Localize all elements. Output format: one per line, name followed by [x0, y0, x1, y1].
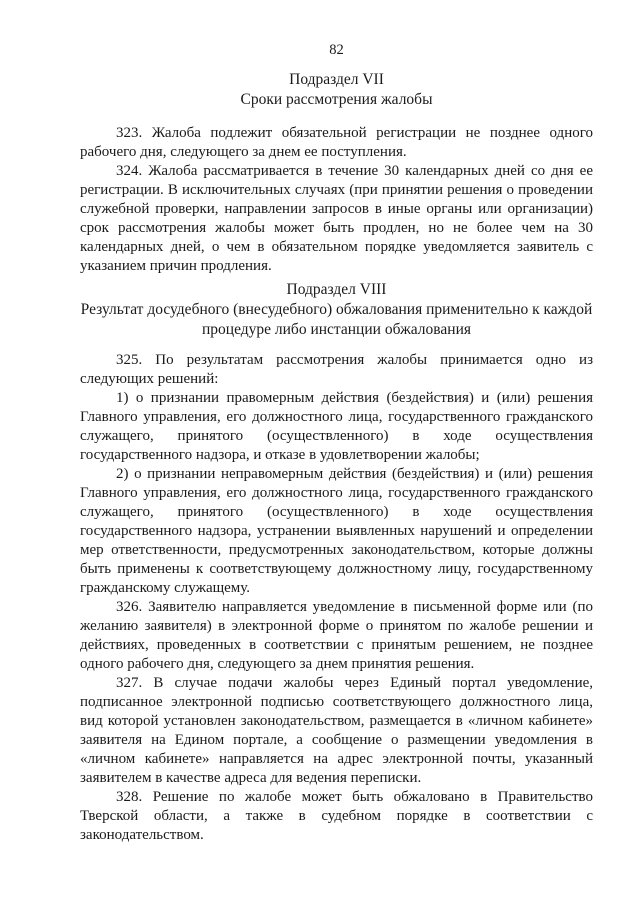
- paragraph-325-item-1: 1) о признании правомерным действия (бездействия) и (или) решения Главного управления, его должностного лица, государственного гражданского служащего, принятого (осуществленного) в ходе осуществления государственного надзора, и отказе в удовлетворении жалобы;: [80, 390, 593, 463]
- paragraph-323: 323. Жалоба подлежит обязательной регистрации не позднее одного рабочего дня, следующего за днем ее поступления.: [80, 125, 593, 160]
- paragraph-325: 325. По результатам рассмотрения жалобы принимается одно из следующих решений:: [80, 352, 593, 387]
- section-viii-title: Подраздел VIII: [286, 281, 387, 298]
- page-number: 82: [329, 42, 344, 58]
- document-page: [80, 0, 593, 905]
- section-viii-heading: [80, 280, 593, 340]
- paragraph-325-item-2: 2) о признании неправомерным действия (бездействия) и (или) решения Главного управления, его должностного лица, государственного гражданского служащего, принятого (осуществленного) в ходе осуществления государственного надзора, устранении выявленных нарушений и определении мер ответственности, предусмотренных законодательством, которые должны быть применены к соответствующему должностному лицу, государственному гражданскому служащему.: [80, 466, 593, 596]
- section-vii-title: Подраздел VII: [289, 71, 384, 88]
- section-vii-body: [80, 124, 593, 276]
- paragraph-326: 326. Заявителю направляется уведомление в письменной форме или (по желанию заявителя) в электронной форме о принятом по жалобе решении и действиях, проведенных в соответствии с принятым решением, не позднее одного рабочего дня, следующего за днем принятия решения.: [80, 599, 593, 672]
- paragraph-324: 324. Жалоба рассматривается в течение 30 календарных дней со дня ее регистрации. В исключительных случаях (при принятии решения о проведении служебной проверки, направлении запросов в иные органы или организации) срок рассмотрения жалобы может быть продлен, но не более чем на 30 календарных дней, о чем в обязательном порядке уведомляется заявитель с указанием причин продления.: [80, 163, 593, 274]
- paragraph-328: 328. Решение по жалобе может быть обжаловано в Правительство Тверской области, а также в судебном порядке в соответствии с законодательством.: [80, 789, 593, 843]
- paragraph-327: 327. В случае подачи жалобы через Единый портал уведомление, подписанное электронной подписью соответствующего должностного лица, вид которой установлен законодательством, размещается в «личном кабинете» заявителя на Едином портале, а сообщение о размещении уведомления в «личном кабинете» направляется на адрес электронной почты, указанный заявителем в качестве адреса для ведения переписки.: [80, 675, 593, 786]
- section-viii-subtitle-line2: процедуре либо инстанции обжалования: [202, 321, 471, 338]
- section-vii-heading: [80, 70, 593, 110]
- section-vii-subtitle: Сроки рассмотрения жалобы: [240, 91, 433, 108]
- section-viii-subtitle-line1: Результат досудебного (внесудебного) обжалования применительно к каждой: [80, 301, 593, 318]
- section-viii-body: [80, 351, 593, 845]
